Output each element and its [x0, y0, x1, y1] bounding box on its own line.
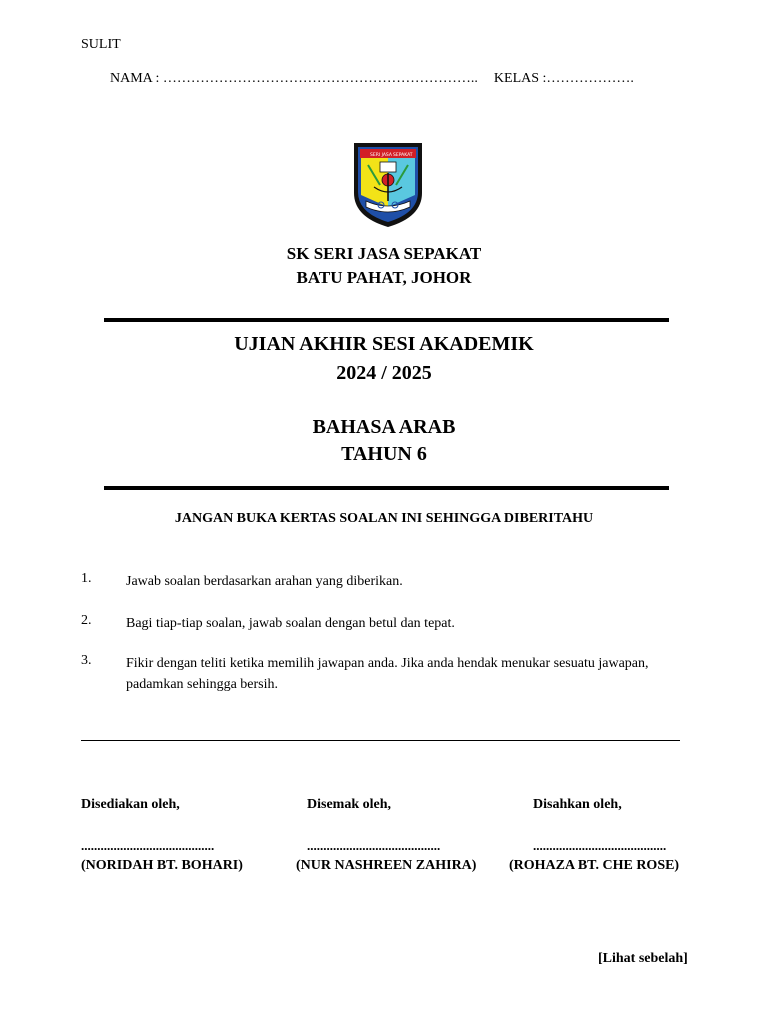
signature-line-checked[interactable]: ......................................... — [307, 838, 441, 853]
instruction-text: Bagi tiap-tiap soalan, jawab soalan dengan betul dan tepat. — [126, 616, 455, 631]
warning-notice: JANGAN BUKA KERTAS SOALAN INI SEHINGGA DIBERITAHU — [174, 511, 594, 526]
signatory-name-approved: (ROHAZA BT. CHE ROSE) — [509, 858, 680, 873]
signature-role-prepared: Disediakan oleh, — [81, 797, 180, 812]
signature-role-checked: Disemak oleh, — [307, 797, 391, 812]
signature-role-approved: Disahkan oleh, — [533, 797, 622, 812]
instruction-text: Jawab soalan berdasarkan arahan yang diberikan. — [126, 574, 403, 589]
student-info-line — [110, 71, 634, 87]
school-name: SK SERI JASA SEPAKAT — [286, 244, 482, 263]
classification-label: SULIT — [81, 37, 121, 52]
school-crest-logo — [350, 135, 426, 229]
instruction-number: 1. — [81, 571, 92, 586]
exam-session: 2024 / 2025 — [336, 362, 432, 384]
exam-title: UJIAN AKHIR SESI AKADEMIK — [234, 333, 534, 355]
exam-subject: BAHASA ARAB — [312, 416, 456, 438]
signatory-name-prepared: (NORIDAH BT. BOHARI) — [81, 858, 243, 873]
exam-year-level: TAHUN 6 — [341, 443, 427, 465]
school-location: BATU PAHAT, JOHOR — [296, 268, 472, 287]
name-field[interactable]: NAMA : ………………………………………………………….. — [110, 71, 478, 86]
section-separator — [81, 740, 680, 741]
signature-line-prepared[interactable]: ......................................... — [81, 838, 215, 853]
signature-line-approved[interactable]: ......................................... — [533, 838, 667, 853]
top-divider — [104, 318, 669, 322]
class-field[interactable]: KELAS :………………. — [493, 71, 634, 86]
instruction-number: 3. — [81, 653, 92, 668]
bottom-divider — [104, 486, 669, 490]
next-page-note: [Lihat sebelah] — [598, 951, 688, 966]
crest-banner-left: SERI JASA — [370, 153, 392, 158]
crest-banner-right: SEPAKAT — [393, 153, 413, 158]
signatory-name-checked: (NUR NASHREEN ZAHIRA) — [296, 858, 477, 873]
instruction-text: Fikir dengan teliti ketika memilih jawapan anda. Jika anda hendak menukar sesuatu jawapan, padamkan sehingga bersih. — [126, 656, 649, 692]
instruction-number: 2. — [81, 613, 92, 628]
